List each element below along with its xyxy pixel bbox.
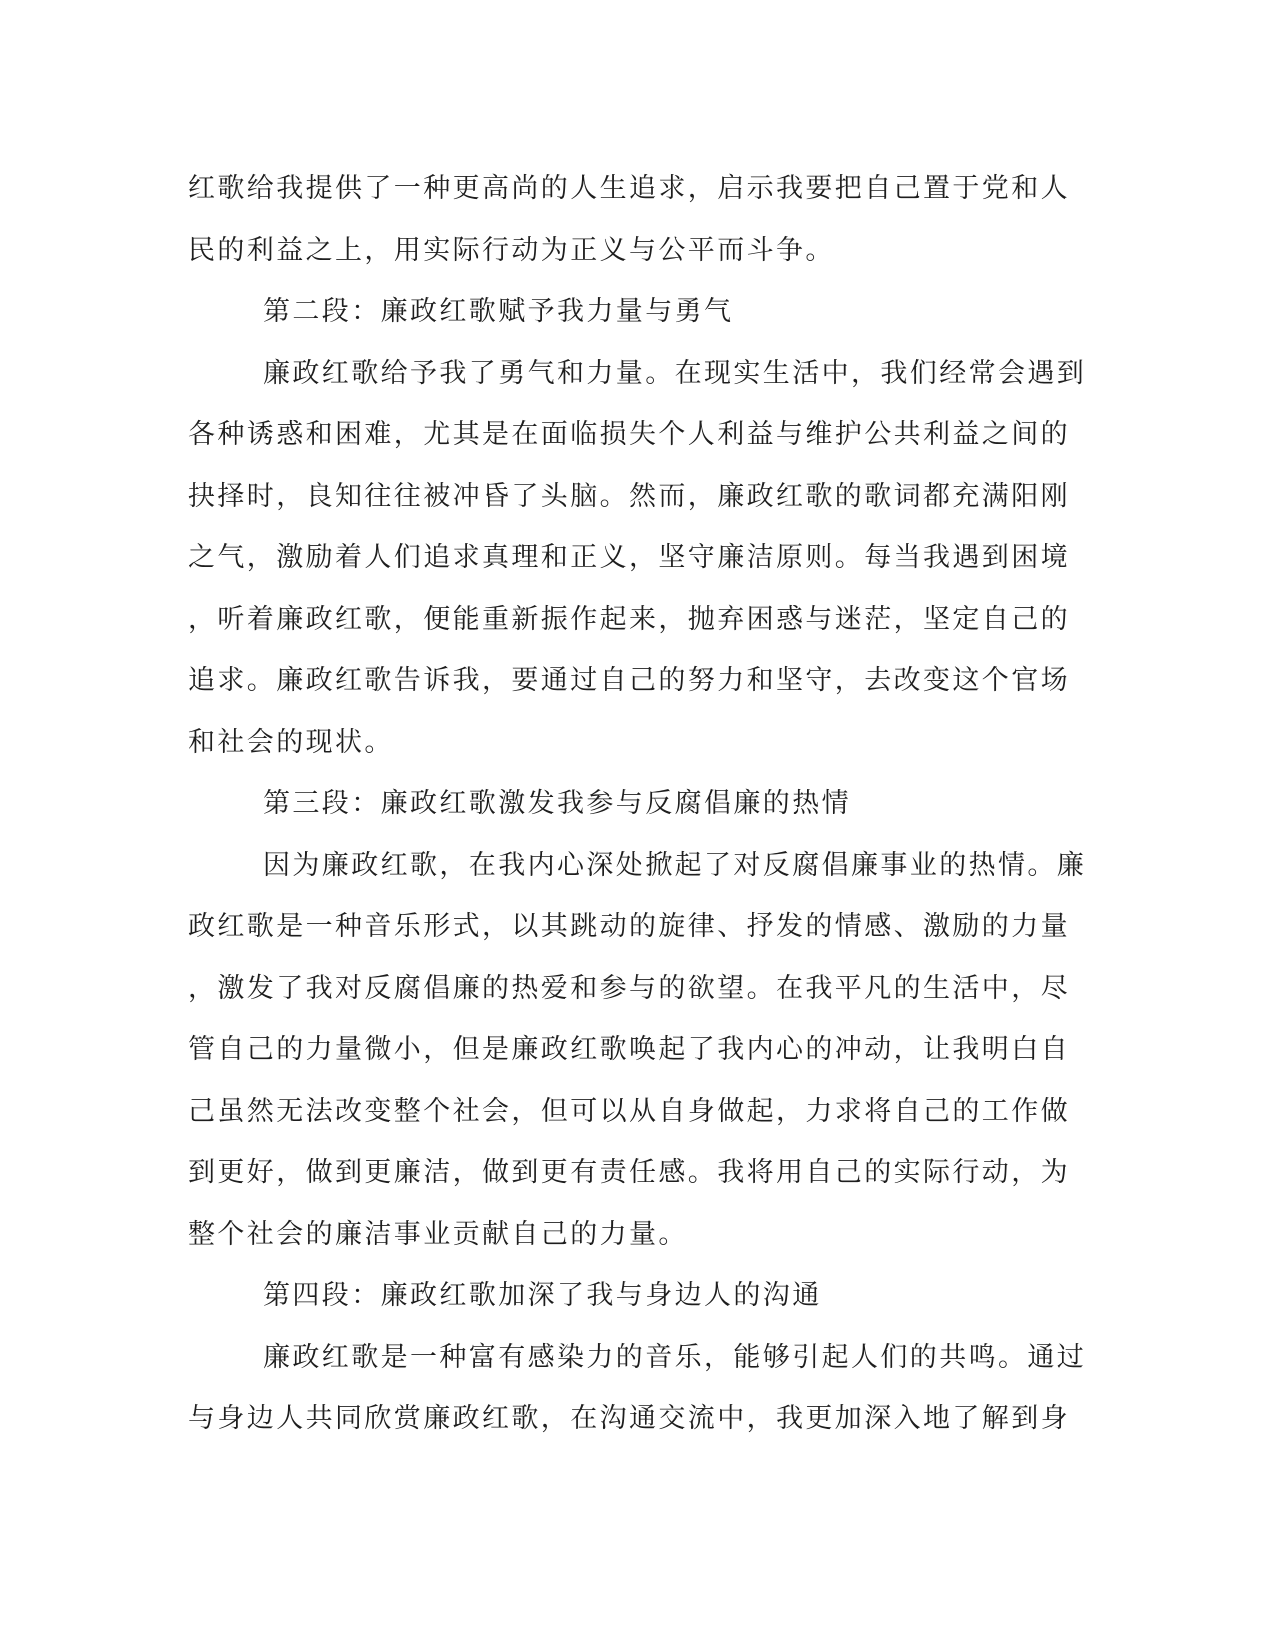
text-line-13: 政红歌是一种音乐形式，以其跳动的旋律、抒发的情感、激励的力量 [188,911,1070,942]
text-line-2: 民的利益之上，用实际行动为正义与公平而斗争。 [188,234,835,266]
section-heading-3: 第三段：廉政红歌激发我参与反腐倡廉的热情 [263,788,851,819]
text-line-14: ，激发了我对反腐倡廉的热爱和参与的欲望。在我平凡的生活中，尽 [188,972,1070,1004]
text-line-21: 与身边人共同欣赏廉政红歌，在沟通交流中，我更加深入地了解到身 [188,1403,1070,1434]
text-line-4: 廉政红歌给予我了勇气和力量。在现实生活中，我们经常会遇到 [263,357,1087,389]
section-heading-4: 第四段：廉政红歌加深了我与身边人的沟通 [263,1280,822,1311]
section-heading-2: 第二段：廉政红歌赋予我力量与勇气 [263,296,734,327]
text-line-5: 各种诱惑和困难，尤其是在面临损失个人利益与维护公共利益之间的 [188,419,1070,450]
text-line-16: 己虽然无法改变整个社会，但可以从自身做起，力求将自己的工作做 [188,1095,1070,1127]
text-line-12: 因为廉政红歌，在我内心深处掀起了对反腐倡廉事业的热情。廉 [263,849,1087,881]
text-line-8: ，听着廉政红歌，便能重新振作起来，抛弃困惑与迷茫，坚定自己的 [188,603,1070,635]
text-line-9: 追求。廉政红歌告诉我，要通过自己的努力和坚守，去改变这个官场 [188,665,1070,696]
text-line-15: 管自己的力量微小，但是廉政红歌唤起了我内心的冲动，让我明白自 [188,1034,1070,1065]
text-line-6: 抉择时，良知往往被冲昏了头脑。然而，廉政红歌的歌词都充满阳刚 [188,480,1070,512]
text-line-7: 之气，激励着人们追求真理和正义，坚守廉洁原则。每当我遇到困境 [188,542,1070,573]
text-line-1: 红歌给我提供了一种更高尚的人生追求，启示我要把自己置于党和人 [188,173,1070,204]
text-line-20: 廉政红歌是一种富有感染力的音乐，能够引起人们的共鸣。通过 [263,1341,1087,1373]
document-body [188,158,1087,1450]
text-line-10: 和社会的现状。 [188,726,394,758]
text-line-18: 整个社会的廉洁事业贡献自己的力量。 [188,1218,688,1250]
text-line-17: 到更好，做到更廉洁，做到更有责任感。我将用自己的实际行动，为 [188,1157,1070,1188]
